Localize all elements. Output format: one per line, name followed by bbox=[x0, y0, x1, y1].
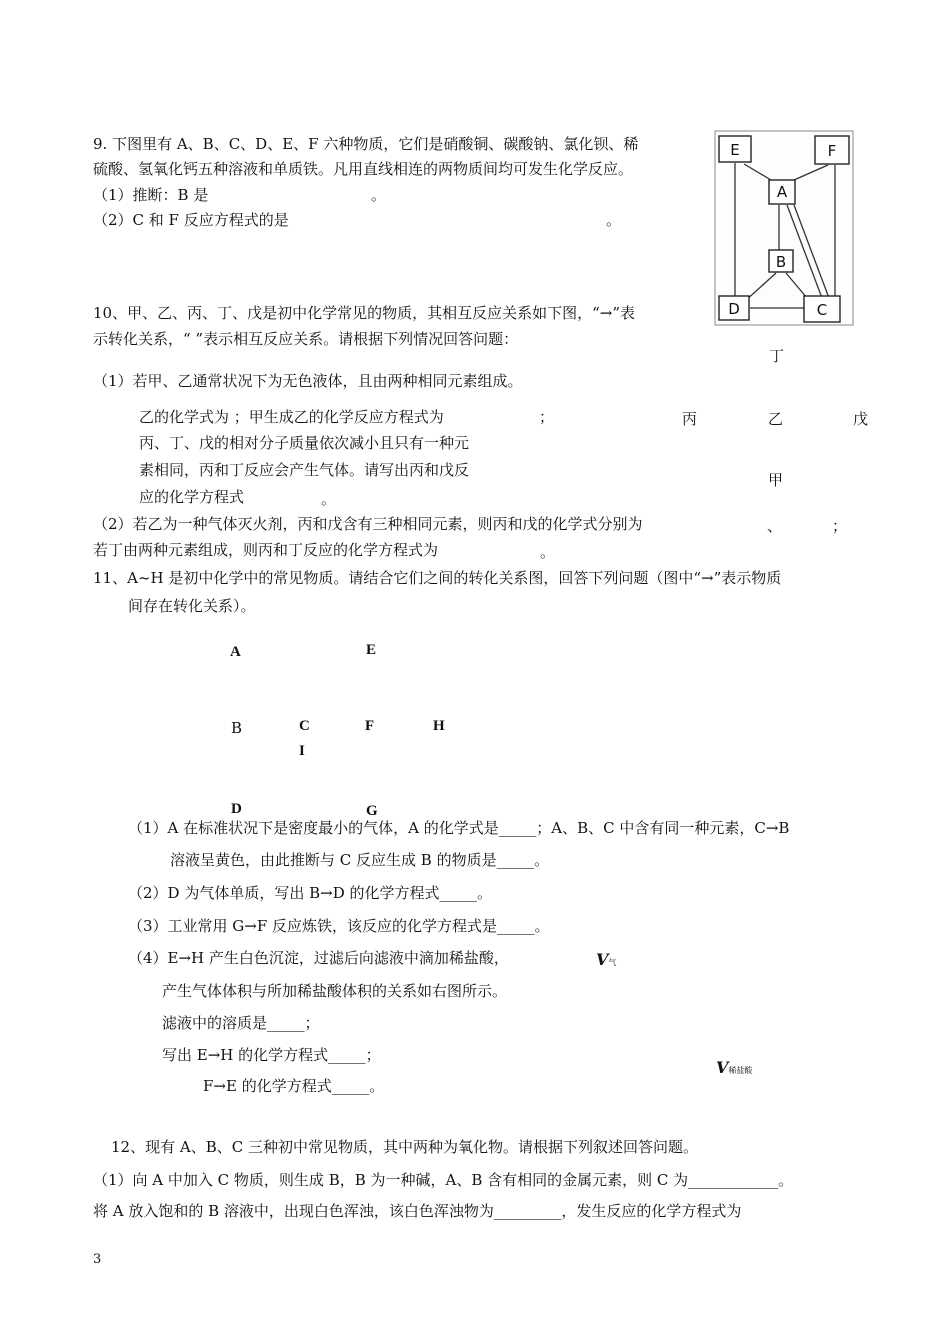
q10-line2: 示转化关系，“ ”表示相互反应关系。请根据下列情况回答问题： bbox=[93, 330, 519, 348]
q10-part2-b-end: 。 bbox=[540, 543, 556, 561]
q11-node-e: E bbox=[366, 642, 377, 658]
q10-part1-a-end: ； bbox=[539, 408, 555, 426]
q11-part1: （1）A 在标准状况下是密度最小的气体，A 的化学式是_____；A、B、C 中含有同一种元素，C→B bbox=[128, 819, 790, 837]
q11-node-h: H bbox=[433, 718, 445, 734]
q9-node-d: D bbox=[728, 300, 740, 318]
q10-node-jia: 甲 bbox=[768, 471, 784, 489]
q11-graph-x-label bbox=[716, 1058, 752, 1081]
q11-line1: 11、A~H 是初中化学中的常见物质。请结合它们之间的转化关系图，回答下列问题（图中“→”表示物质 bbox=[93, 569, 782, 587]
q10-part2-b: 若丁由两种元素组成，则丙和丁反应的化学方程式为 bbox=[93, 541, 439, 559]
q11-part4-b: 产生气体体积与所加稀盐酸体积的关系如右图所示。 bbox=[162, 982, 508, 1000]
q9-node-c: C bbox=[816, 301, 828, 319]
q9-relation-diagram bbox=[714, 130, 854, 326]
q10-part2: （2）若乙为一种气体灭火剂，丙和戊含有三种相同元素，则丙和戊的化学式分别为 bbox=[93, 515, 643, 533]
q11-node-f: F bbox=[365, 718, 375, 734]
q9-part1-end: 。 bbox=[371, 186, 387, 204]
q11-part4-e: F→E 的化学方程式_____。 bbox=[203, 1077, 385, 1095]
q12-part1: （1）向 A 中加入 C 物质，则生成 B，B 为一种碱，A、B 含有相同的金属元素，则 C 为____________。 bbox=[93, 1171, 794, 1189]
page-number: 3 bbox=[93, 1252, 102, 1267]
q11-node-a: A bbox=[230, 644, 241, 660]
q9-part1: （1）推断：B 是 bbox=[93, 186, 209, 204]
q12-part1-b: 将 A 放入饱和的 B 溶液中，出现白色浑浊，该白色浑浊物为_________，发生反应的化学方程式为 bbox=[93, 1202, 742, 1220]
q11-part3: （3）工业常用 G→F 反应炼铁，该反应的化学方程式是_____。 bbox=[128, 917, 550, 935]
q10-node-bing: 丙 bbox=[682, 410, 698, 428]
q10-part1-a: 乙的化学式为 ；甲生成乙的化学反应方程式为 bbox=[139, 408, 444, 426]
q10-line1: 10、甲、乙、丙、丁、戊是初中化学常见的物质，其相互反应关系如下图，“→”表 bbox=[93, 304, 635, 322]
q10-part2-mid: 、 bbox=[767, 517, 783, 535]
q9-part2-end: 。 bbox=[606, 211, 622, 229]
q9-node-b: B bbox=[775, 253, 787, 271]
q11-graph-x-var: V bbox=[716, 1058, 729, 1077]
q11-graph-y-var: V bbox=[596, 950, 609, 969]
q9-node-f: F bbox=[827, 142, 837, 160]
q11-node-d: D bbox=[231, 801, 242, 817]
q10-part1-c: 素相同，丙和丁反应会产生气体。请写出丙和戊反 bbox=[139, 461, 470, 479]
q10-part2-end: ； bbox=[832, 517, 848, 535]
q10-part1: （1）若甲、乙通常状况下为无色液体，且由两种相同元素组成。 bbox=[93, 372, 523, 390]
q11-node-c: C bbox=[299, 718, 310, 734]
q11-part4-d: 写出 E→H 的化学方程式_____； bbox=[162, 1046, 381, 1064]
q11-part4-c: 滤液中的溶质是_____； bbox=[162, 1014, 320, 1032]
q9-part2: （2）C 和 F 反应方程式的是 bbox=[93, 211, 289, 229]
q10-node-yi: 乙 bbox=[768, 410, 784, 428]
q10-node-wu: 戊 bbox=[853, 410, 869, 428]
q11-line2: 间存在转化关系）。 bbox=[128, 597, 256, 615]
q11-graph-y-sub: 气 bbox=[608, 958, 617, 967]
q10-part1-d: 应的化学方程式 bbox=[139, 488, 245, 506]
q9-node-a: A bbox=[776, 183, 788, 201]
q11-part1-b: 溶液呈黄色，由此推断与 C 反应生成 B 的物质是_____。 bbox=[170, 851, 550, 869]
q9-line1: 9. 下图里有 A、B、C、D、E、F 六种物质，它们是硝酸铜、碳酸钠、氯化钡、稀 bbox=[93, 135, 639, 153]
q11-graph-y-label bbox=[596, 950, 616, 973]
q11-node-i: I bbox=[299, 743, 305, 759]
q9-node-e: E bbox=[730, 141, 740, 159]
q10-part1-b: 丙、丁、戊的相对分子质量依次减小且只有一种元 bbox=[139, 434, 470, 452]
q11-node-g: G bbox=[366, 803, 378, 819]
q10-node-ding: 丁 bbox=[769, 347, 785, 365]
q11-graph-x-sub: 稀盐酸 bbox=[728, 1066, 753, 1075]
q11-node-b: B bbox=[231, 719, 243, 737]
q10-part1-d-end: 。 bbox=[321, 490, 337, 508]
q12-line1: 12、现有 A、B、C 三种初中常见物质，其中两种为氧化物。请根据下列叙述回答问题。 bbox=[111, 1138, 698, 1156]
q9-line2: 硫酸、氢氧化钙五种溶液和单质铁。凡用直线相连的两物质间均可发生化学反应。 bbox=[93, 160, 634, 178]
q11-part4: （4）E→H 产生白色沉淀，过滤后向滤液中滴加稀盐酸， bbox=[128, 949, 509, 967]
q11-part2: （2）D 为气体单质，写出 B→D 的化学方程式_____。 bbox=[128, 884, 492, 902]
